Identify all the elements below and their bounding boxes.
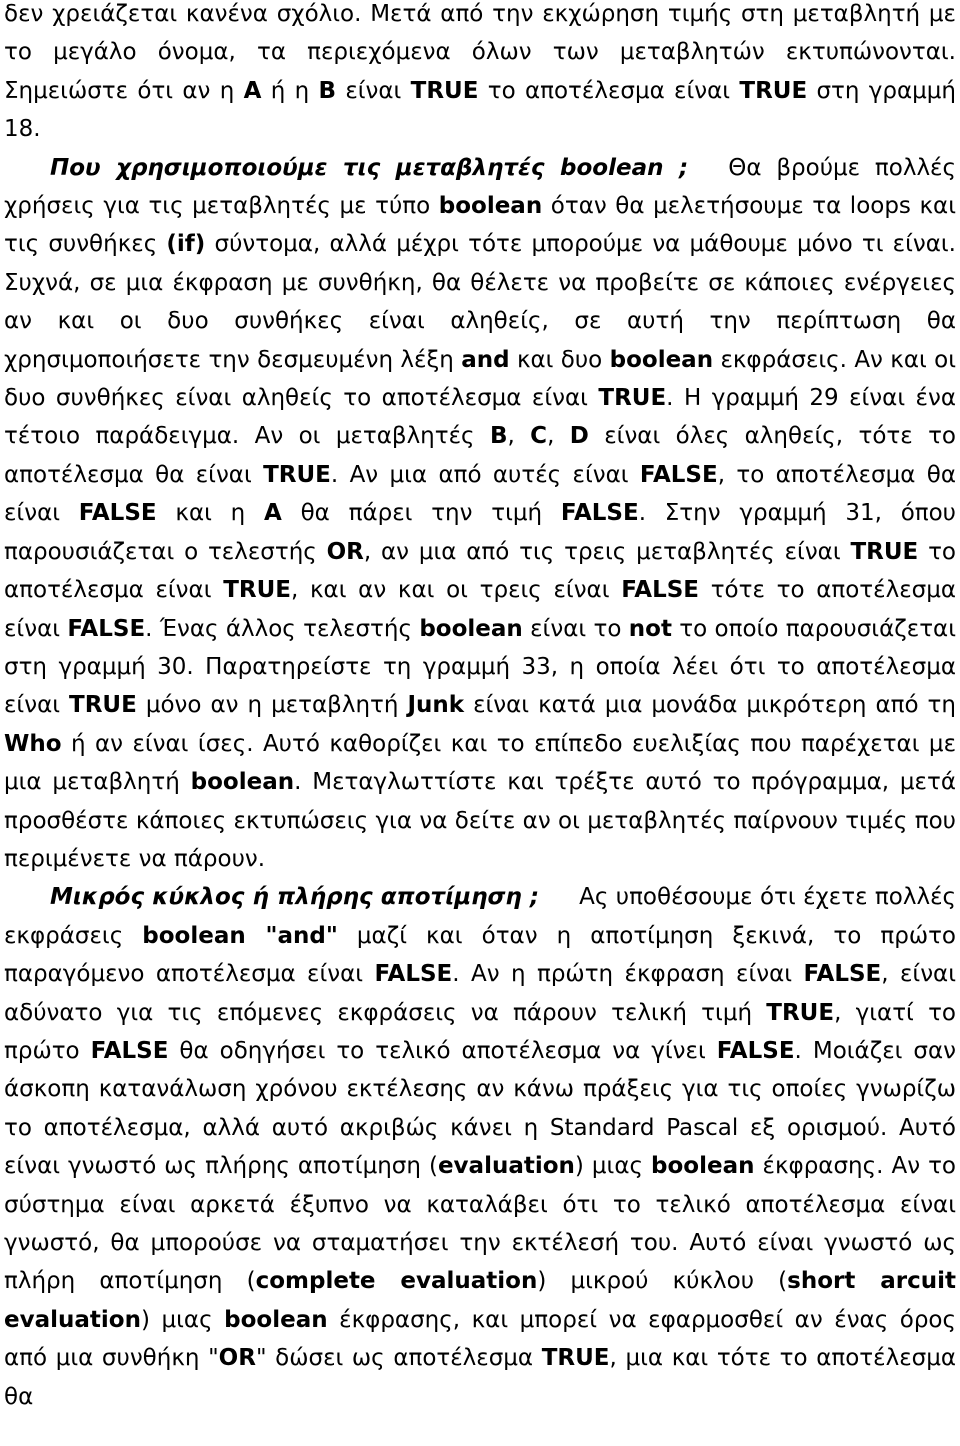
bold-keyword: and — [461, 346, 510, 373]
section-heading: Μικρός κύκλος ή πλήρης αποτίμηση ; — [50, 884, 540, 911]
bold-keyword: evaluation — [437, 1153, 575, 1180]
text-run: , — [547, 423, 570, 450]
text-run: είναι όλες αληθείς, τότε το αποτέλεσμα θα είναι — [4, 423, 956, 488]
bold-keyword: TRUE — [223, 577, 291, 604]
bold-keyword: FALSE — [803, 961, 882, 988]
text-run: δεν χρειάζεται κανένα σχόλιο. Μετά από την εκχώρηση τιμής στη μεταβλητή με το μεγάλο όνομα, τα περιεχόμενα όλων των μεταβλητών εκτυπώνονται. Σημειώστε ότι αν η — [4, 1, 956, 104]
bold-keyword: Junk — [407, 692, 465, 719]
bold-keyword: FALSE — [90, 1037, 169, 1064]
text-run: , το αποτέλεσμα θα είναι — [4, 461, 957, 527]
text-run: το αποτέλεσμα είναι — [4, 538, 956, 604]
text-run: έκφρασης, και μπορεί να εφαρμοσθεί αν ένας όρος από μια συνθήκη " — [4, 1306, 957, 1372]
text-run: ) μιας — [140, 1306, 225, 1333]
text-run: είναι — [336, 77, 411, 104]
text-run: στη γραμμή 18. — [4, 77, 957, 143]
text-run: μόνο αν η μεταβλητή — [136, 692, 408, 719]
text-run: , και αν και οι τρεις είναι — [290, 577, 622, 604]
bold-keyword: OR — [218, 1345, 256, 1372]
bold-keyword: boolean — [190, 769, 295, 796]
bold-keyword: FALSE — [621, 577, 700, 604]
text-run: ) μικρού κύκλου ( — [537, 1268, 788, 1295]
bold-keyword: D — [569, 423, 589, 450]
bold-keyword: FALSE — [374, 961, 453, 988]
text-run: όταν θα μελετήσουμε τα loops και τις συνθήκες — [4, 193, 956, 258]
text-run: . Ένας άλλος τελεστής — [145, 615, 420, 642]
bold-keyword: FALSE — [560, 500, 639, 527]
text-run: Ας υποθέσουμε ότι έχετε πολλές εκφράσεις — [4, 884, 957, 949]
text-run: σύντομα, αλλά μέχρι τότε μπορούμε να μάθουμε μόνο τι είναι. Συχνά, σε μια έκφραση με συνθήκη, θα θέλετε να προβείτε σε κάποιες ενέργειες αν και οι δυο συνθήκες είναι αληθείς, σε αυτή την περίπτωση θα χρησιμοποιήσετε την δεσμευμένη λέξη — [4, 231, 956, 373]
bold-keyword: boolean — [224, 1306, 328, 1333]
text-run: , μια και τότε το αποτέλεσμα θα — [4, 1345, 956, 1410]
bold-keyword: boolean "and" — [142, 922, 338, 949]
bold-keyword: TRUE — [410, 77, 479, 104]
text-run: . Μοιάζει σαν άσκοπη κατανάλωση χρόνου εκτέλεσης αν κάνω πράξεις για τις οποίες γνωρίζω το αποτέλεσμα, αλλά αυτό ακριβώς κάνει η Standard Pascal εξ ορισμού. Αυτό είναι γνωστό ως πλήρης αποτίμηση ( — [4, 1037, 957, 1180]
body-paragraph — [4, 878, 956, 1416]
text-run: . Η γραμμή 29 είναι ένα τέτοιο παράδειγμα. Αν οι μεταβλητές — [4, 385, 956, 450]
text-run: Θα βρούμε πολλές χρήσεις για τις μεταβλητές με τύπο — [4, 154, 956, 220]
bold-keyword: complete evaluation — [255, 1268, 538, 1295]
bold-keyword: C — [530, 423, 548, 450]
text-run: . Στην γραμμή 31, όπου παρουσιάζεται ο τελεστής — [4, 500, 956, 565]
bold-keyword: (if) — [166, 231, 206, 258]
text-run: ή η — [261, 77, 319, 104]
text-run: είναι το — [522, 615, 629, 642]
text-run: , γιατί το πρώτο — [4, 999, 956, 1064]
bold-keyword: TRUE — [850, 538, 919, 565]
text-run: . Αν μια από αυτές είναι — [330, 461, 640, 488]
bold-keyword: TRUE — [598, 385, 667, 412]
bold-keyword: TRUE — [541, 1345, 610, 1372]
bold-keyword: short arcuit evaluation — [4, 1268, 956, 1333]
bold-keyword: FALSE — [639, 461, 718, 488]
bold-keyword: A — [264, 500, 282, 527]
text-run: εκφράσεις. Αν και οι δυο συνθήκες είναι αληθείς το αποτέλεσμα είναι — [4, 346, 956, 412]
body-paragraph-continued — [4, 0, 956, 149]
bold-keyword: B — [318, 77, 337, 104]
text-run: το αποτέλεσμα είναι — [478, 77, 740, 104]
text-run: ή αν είναι ίσες. Αυτό καθορίζει και το επίπεδο ευελιξίας που παρέχεται με μια μεταβλητή — [4, 730, 956, 796]
bold-keyword: FALSE — [716, 1037, 795, 1064]
bold-keyword: TRUE — [739, 77, 808, 104]
bold-keyword: B — [489, 423, 508, 450]
text-run: και δυο — [509, 346, 610, 373]
bold-keyword: boolean — [419, 615, 523, 642]
bold-keyword: OR — [326, 538, 364, 565]
text-run: θα πάρει την τιμή — [281, 500, 561, 527]
text-run: ) μιας — [574, 1153, 652, 1180]
text-run: το οποίο παρουσιάζεται στη γραμμή 30. Παρατηρείστε τη γραμμή 33, η οποία λέει ότι το αποτέλεσμα είναι — [4, 615, 956, 719]
section-heading: Που χρησιμοποιούμε τις μεταβλητές boolean ; — [50, 154, 689, 181]
text-run: . Μεταγλωττίστε και τρέξτε αυτό το πρόγραμμα, μετά προσθέστε κάποιες εκτυπώσεις για να δείτε αν οι μεταβλητές παίρνουν τιμές που περιμένετε να πάρουν. — [4, 769, 956, 872]
text-run: έκφρασης. Αν το σύστημα είναι αρκετά έξυπνο να καταλάβει ότι το τελικό αποτέλεσμα είναι γνωστό, θα μπορούσε να σταματήσει την εκτέλεσή του. Αυτό είναι γνωστό ως πλήρη αποτίμηση ( — [4, 1153, 957, 1295]
bold-keyword: not — [628, 615, 672, 642]
bold-keyword: TRUE — [69, 692, 137, 719]
text-run: μαζί και όταν η αποτίμηση ξεκινά, το πρώτο παραγόμενο αποτέλεσμα είναι — [4, 922, 956, 988]
text-run: και η — [156, 500, 265, 527]
bold-keyword: boolean — [438, 193, 543, 220]
bold-keyword: FALSE — [67, 615, 146, 642]
text-run: " δώσει ως αποτέλεσμα — [255, 1345, 542, 1372]
text-run: θα οδηγήσει το τελικό αποτέλεσμα να γίνει — [168, 1037, 717, 1064]
body-paragraph — [4, 149, 956, 879]
bold-keyword: boolean — [609, 346, 714, 373]
text-run: . Αν η πρώτη έκφραση είναι — [452, 961, 804, 988]
text-run: είναι κατά μια μονάδα μικρότερη από τη — [464, 692, 956, 719]
text-run: τότε το αποτέλεσμα είναι — [4, 577, 956, 642]
bold-keyword: Who — [4, 730, 62, 757]
bold-keyword: TRUE — [263, 461, 331, 488]
text-run: , αν μια από τις τρεις μεταβλητές είναι — [363, 538, 851, 565]
bold-keyword: A — [243, 77, 262, 104]
bold-keyword: FALSE — [78, 500, 157, 527]
text-run: , είναι αδύνατο για τις επόμενες εκφράσεις να πάρουν τελική τιμή — [4, 961, 956, 1026]
bold-keyword: TRUE — [766, 999, 835, 1026]
bold-keyword: boolean — [651, 1153, 755, 1180]
text-run: , — [507, 423, 531, 450]
